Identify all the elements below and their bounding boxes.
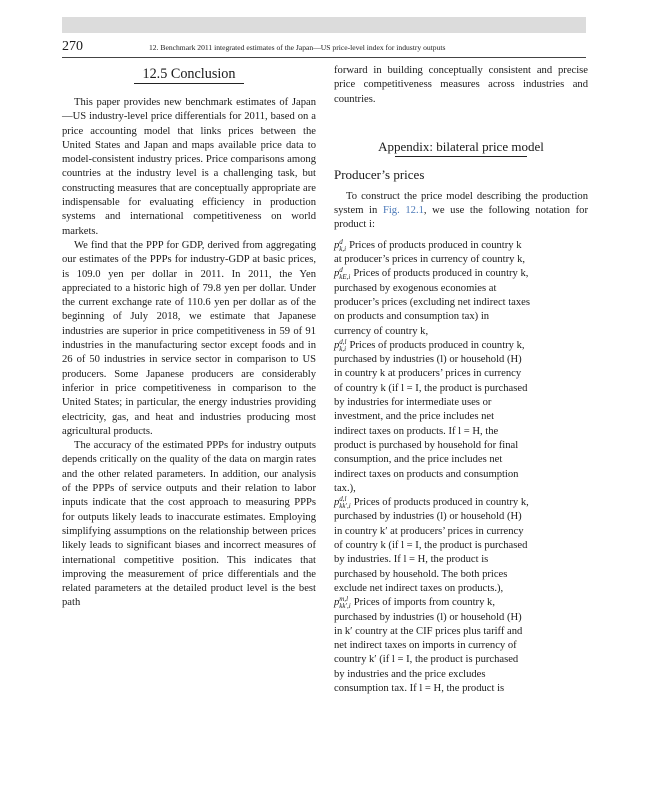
notation-line <box>334 625 588 639</box>
notation-item <box>334 596 588 696</box>
intro-text-2: , we use the following notation for product i: <box>334 205 588 231</box>
notation-line <box>334 282 588 296</box>
notation-line <box>334 453 588 467</box>
notation-line <box>334 396 588 410</box>
appendix-title: Appendix: bilateral price model <box>378 138 544 154</box>
paragraph-1: This paper provides new benchmark estimates of Japan—US industry-level price differentials for 2011, based on a price accounting model that links prices between the United States and Japan and maps available price data to model-consistent industry prices. Price comparisons among countries at the industry level is a challenging task, but constructing measures that are conceptually appropriate are indispensable for evaluating efficiency in production systems and international competitiveness on world markets. <box>62 97 316 237</box>
running-title: 12. Benchmark 2011 integrated estimates of the Japan—US price-level index for industry outputs <box>149 43 446 52</box>
notation-text: purchased by industries (l) or household (H) <box>334 354 522 366</box>
intro-text-1: To construct the price model describing the production system in <box>334 190 588 217</box>
section-title: 12.5 Conclusion <box>142 66 236 82</box>
symbol-base: p <box>334 339 340 351</box>
symbol-superscript: d,l <box>339 337 347 346</box>
notation-text: consumption, and the price includes net <box>334 454 503 466</box>
notation-line <box>334 367 588 381</box>
page-number: 270 <box>62 39 83 54</box>
notation-line <box>334 382 588 396</box>
left-column <box>62 64 316 611</box>
notation-text: product is purchased by household for final <box>334 439 519 451</box>
notation-text: Prices of products produced in country k, <box>353 268 529 280</box>
symbol-base: p <box>334 268 340 280</box>
notation-text: Prices of products produced in country k, <box>349 339 525 351</box>
notation-text: of country k (if l = I, the product is purchased <box>334 540 528 552</box>
continuation-paragraph: forward in building conceptually consistent and precise price competitiveness measures across industries and countries. <box>334 65 588 105</box>
notation-line <box>334 582 588 596</box>
notation-line <box>334 639 588 653</box>
notation-text: Prices of products produced in country k <box>349 239 522 251</box>
notation-text: indirect taxes on products and consumption <box>334 468 519 480</box>
notation-text: Prices of products produced in country k, <box>353 497 529 509</box>
notation-text: purchased by exogenous economies at <box>334 282 497 294</box>
notation-line <box>334 353 588 367</box>
notation-list <box>334 239 588 697</box>
notation-text: Prices of imports from country k, <box>353 597 495 609</box>
notation-text: of country k (if l = I, the product is purchased <box>334 382 528 394</box>
notation-text: in k′ country at the CIF prices plus tariff and <box>334 625 523 637</box>
symbol-base: p <box>334 597 340 609</box>
notation-text: tax.), <box>334 482 356 494</box>
notation-line <box>334 553 588 567</box>
notation-item <box>334 339 588 496</box>
notation-line <box>334 439 588 453</box>
notation-text: consumption tax. If l = H, the product is <box>334 682 505 694</box>
notation-line <box>334 339 588 353</box>
symbol-superscript: m,l <box>339 595 349 604</box>
symbol-subscript: kk′,i <box>339 502 351 511</box>
symbol-subscript: k,i <box>339 344 347 353</box>
notation-line <box>334 239 588 253</box>
notation-text: at producer’s prices in currency of country k, <box>334 254 526 266</box>
paragraph-2: We find that the PPP for GDP, derived from aggregating our estimates of the PPPs for industry-GDP at basic prices, is 109.0 yen per dollar in 2011. In 2011, the Yen appreciated to a historic high of 79.8 yen per dollar. Under the current exchange rate of 110.6 yen per dollar as of the beginning of July 2018, we estimate that Japanese industries are superior in price competitiveness in 59 of 91 industries in the manufacturing sector except foods and in 26 of 50 industries in service sector in comparison to US producers. Some Japanese producers are considerably inferior in price competitiveness in comparison to the United States; in particular, the energy industries providing electricity, gas, and heat and industries producing most agricultural products. <box>62 239 316 437</box>
notation-symbol <box>334 595 354 611</box>
symbol-subscript: kE,i <box>339 273 351 282</box>
notation-text: net indirect taxes on imports in currency of <box>334 640 517 652</box>
notation-text: by industries. If l = H, the product is <box>334 554 489 566</box>
appendix-title-underline <box>395 156 527 157</box>
notation-text: in country k at producers’ prices in currency <box>334 368 522 380</box>
notation-text: on products and consumption tax) in <box>334 311 490 323</box>
notation-line <box>334 296 588 310</box>
notation-symbol <box>334 237 349 253</box>
notation-line <box>334 267 588 281</box>
symbol-subscript: kk′,i <box>339 602 351 611</box>
notation-item <box>334 239 588 268</box>
symbol-superscript: d,l <box>339 495 347 504</box>
symbol-base: p <box>334 497 340 509</box>
figure-link[interactable]: Fig. 12.1 <box>382 205 424 217</box>
notation-line <box>334 468 588 482</box>
paragraph-3: The accuracy of the estimated PPPs for industry outputs depends critically on the quality of the data on margin rates and the other related parameters. In addition, our analysis of the PPPs of service outputs and their relation to labor inputs indicate that the cost approach to measuring PPPs for outputs likely leads to inaccurate estimates. Employing simplifying assumptions on the relationship between prices likely leads to significant biases and incorrect measures of international competitive position. This indicates that improving the measurement of price differentials and the related parameters at the detailed product level is the best path <box>62 440 316 609</box>
notation-symbol <box>334 495 354 511</box>
notation-line <box>334 653 588 667</box>
notation-text: indirect taxes on products. If l = H, the <box>334 425 499 437</box>
notation-line <box>334 525 588 539</box>
notation-text: purchased by household. The both prices <box>334 568 508 580</box>
header-rule <box>62 57 586 58</box>
notation-line <box>334 682 588 696</box>
notation-text: purchased by industries (l) or household (H) <box>334 511 522 523</box>
notation-line <box>334 539 588 553</box>
subsection-title: Producer’s prices <box>334 166 425 182</box>
symbol-superscript: d <box>339 266 343 275</box>
notation-line <box>334 596 588 610</box>
notation-text: exclude net indirect taxes on products.), <box>334 582 504 594</box>
notation-line <box>334 310 588 324</box>
notation-line <box>334 253 588 267</box>
notation-line <box>334 425 588 439</box>
notation-line <box>334 325 588 339</box>
notation-text: in country k′ at producers’ prices in currency <box>334 525 524 537</box>
symbol-superscript: d <box>339 237 343 246</box>
notation-symbol <box>334 337 350 353</box>
header-band <box>62 17 586 33</box>
intro-paragraph <box>334 190 588 233</box>
notation-line <box>334 568 588 582</box>
notation-text: by industries for intermediate uses or <box>334 397 492 409</box>
symbol-base: p <box>334 239 340 251</box>
running-header <box>62 39 586 55</box>
notation-text: by industries and the price excludes <box>334 668 486 680</box>
notation-item <box>334 496 588 596</box>
notation-text: currency of country k, <box>334 325 429 337</box>
notation-symbol <box>334 266 353 282</box>
notation-text: country k′ (if l = I, the product is purchased <box>334 654 519 666</box>
notation-line <box>334 410 588 424</box>
notation-line <box>334 611 588 625</box>
symbol-subscript: k,i <box>339 244 347 253</box>
notation-line <box>334 496 588 510</box>
right-column <box>334 64 588 696</box>
notation-line <box>334 510 588 524</box>
notation-text: producer’s prices (excluding net indirect taxes <box>334 296 531 308</box>
notation-line <box>334 668 588 682</box>
notation-text: investment, and the price includes net <box>334 411 495 423</box>
notation-text: purchased by industries (l) or household (H) <box>334 611 522 623</box>
notation-item <box>334 267 588 338</box>
notation-line <box>334 482 588 496</box>
